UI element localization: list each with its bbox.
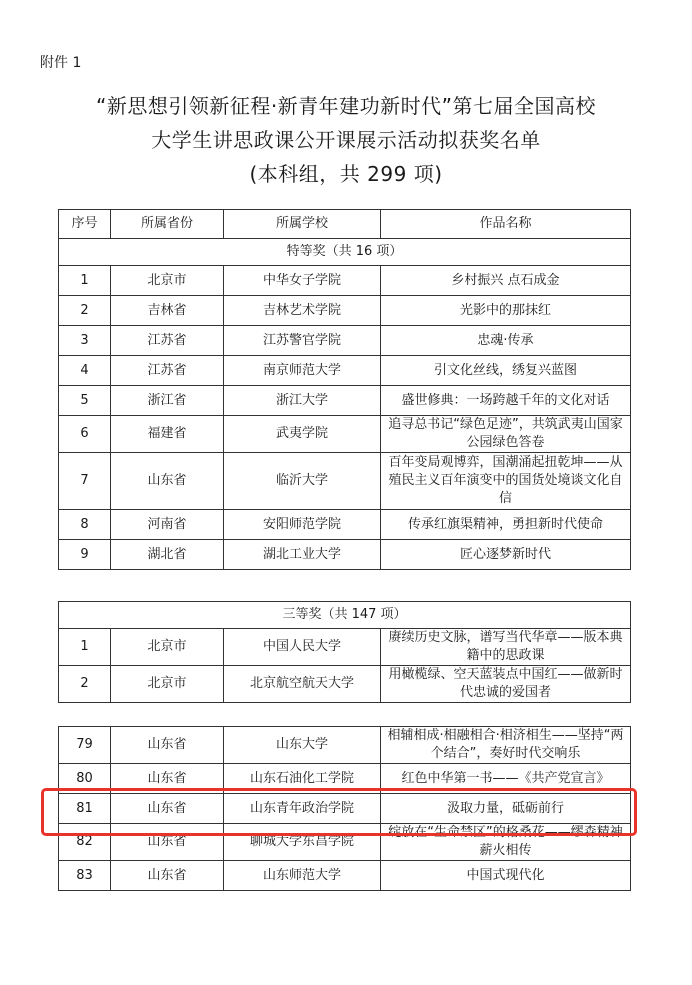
cell-work: 百年变局观博弈，国潮涌起扭乾坤——从殖民主义百年演变中的国货处境谈文化自信	[381, 453, 631, 510]
table-row	[59, 629, 631, 666]
cell-no: 1	[59, 629, 111, 666]
cell-school: 北京航空航天大学	[224, 666, 381, 703]
cell-no: 80	[59, 764, 111, 794]
cell-province: 山东省	[111, 794, 224, 824]
cell-school: 山东石油化工学院	[224, 764, 381, 794]
highlight-box	[41, 788, 637, 836]
cell-school: 聊城大学东昌学院	[224, 824, 381, 861]
cell-work: 赓续历史文脉，谱写当代华章——版本典籍中的思政课	[381, 629, 631, 666]
cell-no: 82	[59, 824, 111, 861]
cell-no: 81	[59, 794, 111, 824]
cell-work: 中国式现代化	[381, 861, 631, 891]
cell-work: 匠心逐梦新时代	[381, 540, 631, 570]
cell-no: 7	[59, 453, 111, 510]
header-school: 所属学校	[224, 210, 381, 239]
cell-no: 1	[59, 266, 111, 296]
cell-province: 福建省	[111, 416, 224, 453]
cell-province: 吉林省	[111, 296, 224, 326]
cell-work: 引文化丝线，绣复兴蓝图	[381, 356, 631, 386]
cell-province: 江苏省	[111, 326, 224, 356]
page-title-line1: “新思想引领新征程·新青年建功新时代”第七届全国高校	[95, 94, 597, 118]
cell-province: 北京市	[111, 666, 224, 703]
header-province: 所属省份	[111, 210, 224, 239]
table-row	[59, 727, 631, 764]
cell-school: 中国人民大学	[224, 629, 381, 666]
cell-work: 光影中的那抹红	[381, 296, 631, 326]
cell-province: 北京市	[111, 629, 224, 666]
cell-no: 4	[59, 356, 111, 386]
cell-work: 忠魂·传承	[381, 326, 631, 356]
special-prize-table	[58, 209, 630, 570]
cell-school: 武夷学院	[224, 416, 381, 453]
cell-school: 南京师范大学	[224, 356, 381, 386]
table-row	[59, 453, 631, 510]
cell-work: 绽放在“生命禁区”的格桑花——缪森精神薪火相传	[381, 824, 631, 861]
cell-work: 乡村振兴 点石成金	[381, 266, 631, 296]
table-row	[59, 296, 631, 326]
cell-no: 3	[59, 326, 111, 356]
cell-province: 山东省	[111, 824, 224, 861]
cell-school: 湖北工业大学	[224, 540, 381, 570]
table-row	[59, 266, 631, 296]
cell-no: 8	[59, 510, 111, 540]
table-row	[59, 356, 631, 386]
table-row	[59, 666, 631, 703]
cell-school: 山东师范大学	[224, 861, 381, 891]
cell-work: 汲取力量，砥砺前行	[381, 794, 631, 824]
cell-no: 5	[59, 386, 111, 416]
cell-no: 79	[59, 727, 111, 764]
cell-no: 2	[59, 296, 111, 326]
table-row	[59, 326, 631, 356]
table-row	[59, 386, 631, 416]
header-work: 作品名称	[381, 210, 631, 239]
cell-no: 6	[59, 416, 111, 453]
cell-province: 山东省	[111, 453, 224, 510]
header-no: 序号	[59, 210, 111, 239]
cell-work: 传承红旗渠精神，勇担新时代使命	[381, 510, 631, 540]
table-header-row	[59, 210, 631, 239]
cell-no: 2	[59, 666, 111, 703]
cell-province: 北京市	[111, 266, 224, 296]
cell-no: 9	[59, 540, 111, 570]
cell-province: 江苏省	[111, 356, 224, 386]
cell-province: 山东省	[111, 727, 224, 764]
cell-province: 湖北省	[111, 540, 224, 570]
third-prize-table-part1	[58, 601, 630, 703]
cell-school: 浙江大学	[224, 386, 381, 416]
table-row	[59, 540, 631, 570]
page-title-line2: 大学生讲思政课公开课展示活动拟获奖名单	[151, 128, 541, 152]
cell-work: 追寻总书记“绿色足迹”，共筑武夷山国家公园绿色答卷	[381, 416, 631, 453]
third-prize-label: 三等奖（共 147 项）	[59, 602, 631, 629]
cell-school: 临沂大学	[224, 453, 381, 510]
page-title-line3: (本科组，共 299 项)	[249, 162, 443, 186]
cell-school: 江苏警官学院	[224, 326, 381, 356]
cell-school: 吉林艺术学院	[224, 296, 381, 326]
cell-school: 安阳师范学院	[224, 510, 381, 540]
cell-work: 用橄榄绿、空天蓝装点中国红——做新时代忠诚的爱国者	[381, 666, 631, 703]
table-row	[59, 861, 631, 891]
cell-school: 中华女子学院	[224, 266, 381, 296]
special-prize-label: 特等奖（共 16 项）	[59, 239, 631, 266]
table-row	[59, 510, 631, 540]
cell-province: 山东省	[111, 764, 224, 794]
cell-work: 盛世修典：一场跨越千年的文化对话	[381, 386, 631, 416]
third-prize-group-row	[59, 602, 631, 629]
cell-no: 83	[59, 861, 111, 891]
cell-work: 红色中华第一书——《共产党宣言》	[381, 764, 631, 794]
cell-province: 山东省	[111, 861, 224, 891]
table-row	[59, 416, 631, 453]
cell-school: 山东青年政治学院	[224, 794, 381, 824]
cell-province: 河南省	[111, 510, 224, 540]
cell-work: 相辅相成·相融相合·相济相生——坚持“两个结合”，奏好时代交响乐	[381, 727, 631, 764]
cell-school: 山东大学	[224, 727, 381, 764]
attachment-label: 附件 1	[40, 55, 82, 71]
cell-province: 浙江省	[111, 386, 224, 416]
special-prize-group-row	[59, 239, 631, 266]
